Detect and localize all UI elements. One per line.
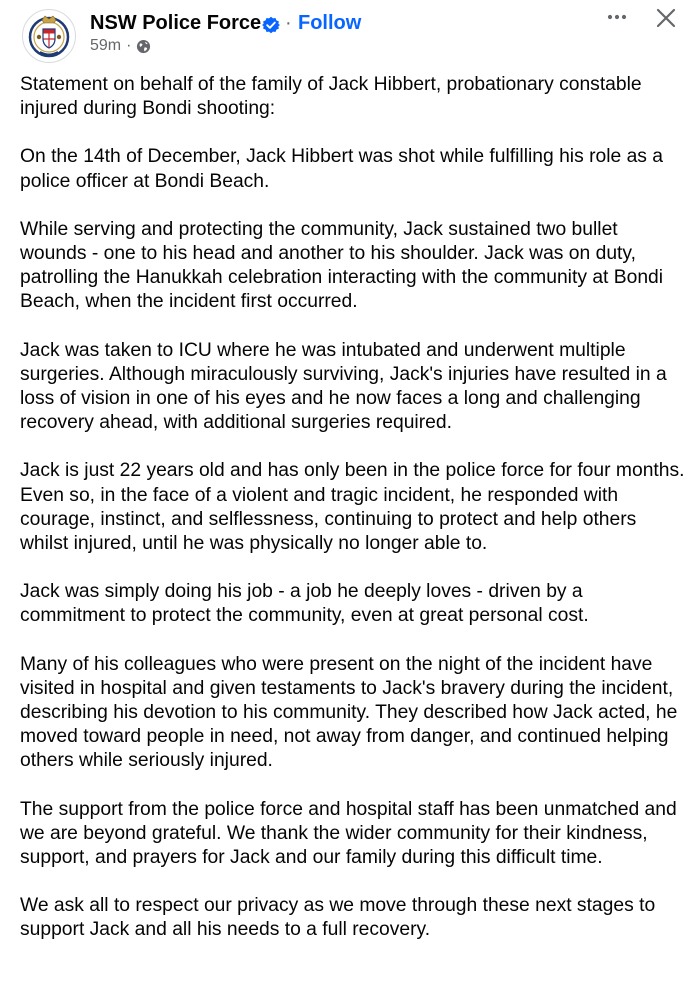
- header-dot-separator: ·: [285, 12, 292, 34]
- post-header: [0, 0, 697, 62]
- close-icon[interactable]: [655, 7, 677, 29]
- post-body: [20, 73, 688, 967]
- more-options-icon[interactable]: [604, 4, 630, 28]
- post-paragraph: Jack is just 22 years old and has only been in the police force for four months. Even so, in the face of a violent and tragic incident, he responded with courage, instinct, and selflessness, continuing to protect and help others whilst injured, until he was physically no longer able to.: [20, 460, 685, 555]
- post-paragraph: Statement on behalf of the family of Jack Hibbert, probationary constable injured during Bondi shooting:: [20, 74, 642, 120]
- page-name-link[interactable]: NSW Police Force: [90, 12, 262, 34]
- post-paragraph: Many of his colleagues who were present on the night of the incident have visited in hospital and given testaments to Jack's bravery during the incident, describing his devotion to his community. They described how Jack acted, he moved toward people in need, not away from danger, and continued helping others while seriously injured.: [20, 653, 678, 772]
- post-paragraph: Jack was taken to ICU where he was intubated and underwent multiple surgeries. Although miraculously surviving, Jack's injuries have resulted in a loss of vision in one of his eyes and he now faces a long and challenging recovery ahead, with additional surgeries required.: [20, 339, 667, 434]
- meta-separator: ·: [126, 37, 132, 54]
- post-timestamp[interactable]: 59m: [90, 37, 122, 54]
- post-meta: [90, 37, 151, 55]
- globe-icon[interactable]: [136, 39, 151, 54]
- post-paragraph: Jack was simply doing his job - a job he deeply loves - driven by a commitment to protect the community, even at great personal cost.: [20, 581, 589, 627]
- post-paragraph: The support from the police force and hospital staff has been unmatched and we are beyond grateful. We thank the wider community for their kindness, support, and prayers for Jack and our family during this difficult time.: [20, 798, 677, 869]
- follow-button[interactable]: Follow: [298, 12, 362, 34]
- post-paragraph: We ask all to respect our privacy as we move through these next stages to support Jack and all his needs to a full recovery.: [20, 895, 656, 941]
- police-crest-avatar[interactable]: [22, 9, 76, 63]
- verified-badge-icon: [262, 16, 280, 34]
- post-paragraph: While serving and protecting the community, Jack sustained two bullet wounds - one to his head and another to his shoulder. Jack was on duty, patrolling the Hanukkah celebration interacting with the community at Bondi Beach, when the incident first occurred.: [20, 218, 664, 313]
- post-paragraph: On the 14th of December, Jack Hibbert was shot while fulfilling his role as a police officer at Bondi Beach.: [20, 146, 664, 192]
